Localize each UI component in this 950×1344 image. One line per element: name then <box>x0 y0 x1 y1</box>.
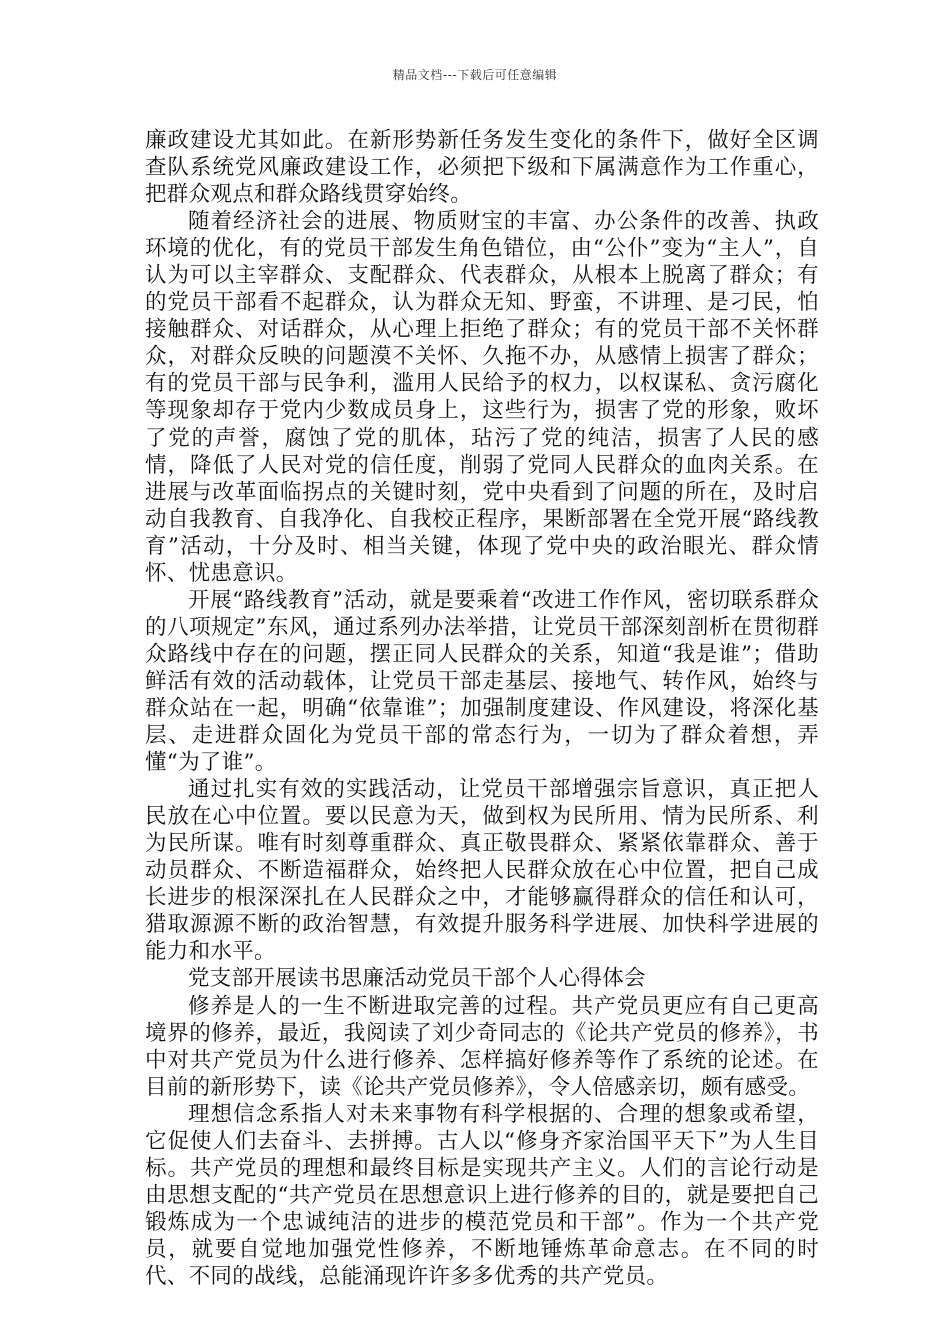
page-header: 精品文档---下载后可任意编辑 <box>392 68 558 82</box>
paragraph-continuation: 廉政建设尤其如此。在新形势新任务发生变化的条件下，做好全区调查队系统党风廉政建设工作，必须把下级和下属满意作为工作重心，把群众观点和群众路线贯穿始终。 <box>145 128 819 208</box>
paragraph: 通过扎实有效的实践活动，让党员干部增强宗旨意识，真正把人民放在心中位置。要以民意为天，做到权为民所用、情为民所系、利为民所谋。唯有时刻尊重群众、真正敬畏群众、紧紧依靠群众、善于动员群众、不断造福群众，始终把人民群众放在心中位置，把自己成长进步的根深深扎在人民群众之中，才能够赢得群众的信任和认可，猎取源源不断的政治智慧，有效提升服务科学进展、加快科学进展的能力和水平。 <box>145 777 819 965</box>
section-title: 党支部开展读书思廉活动党员干部个人心得体会 <box>188 966 646 992</box>
paragraph: 修养是人的一生不断进取完善的过程。共产党员更应有自己更高境界的修养，最近，我阅读了刘少奇同志的《论共产党员的修养》，书中对共产党员为什么进行修养、怎样搞好修养等作了系统的论述。在目前的新形势下，读《论共产党员修养》，令人倍感亲切，颇有感受。 <box>145 993 819 1100</box>
paragraph: 随着经济社会的进展、物质财宝的丰富、办公条件的改善、执政环境的优化，有的党员干部发生角色错位，由“公仆”变为“主人”，自认为可以主宰群众、支配群众、代表群众，从根本上脱离了群众；有的党员干部看不起群众，认为群众无知、野蛮，不讲理、是刁民，怕接触群众、对话群众，从心理上拒绝了群众；有的党员干部不关怀群众，对群众反映的问题漠不关怀、久拖不办，从感情上损害了群众；有的党员干部与民争利，滥用人民给予的权力，以权谋私、贪污腐化等现象却存于党内少数成员身上，这些行为，损害了党的形象，败坏了党的声誉，腐蚀了党的肌体，玷污了党的纯洁，损害了人民的感情，降低了人民对党的信任度，削弱了党同人民群众的血肉关系。在进展与改革面临拐点的关键时刻，党中央看到了问题的所在，及时启动自我教育、自我净化、自我校正程序，果断部署在全党开展“路线教育”活动，十分及时、相当关键，体现了党中央的政治眼光、群众情怀、忧患意识。 <box>145 209 819 586</box>
paragraph: 开展“路线教育”活动，就是要乘着“改进工作作风，密切联系群众的八项规定”东风，通过系列办法举措，让党员干部深刻剖析在贯彻群众路线中存在的问题，摆正同人民群众的关系，知道“我是谁”；借助鲜活有效的活动载体，让党员干部走基层、接地气、转作风，始终与群众站在一起，明确“依靠谁”；加强制度建设、作风建设，将深化基层、走进群众固化为党员干部的常态行为，一切为了群众着想，弄懂“为了谁”。 <box>145 587 819 776</box>
document-body <box>145 127 819 1290</box>
paragraph: 理想信念系指人对未来事物有科学根据的、合理的想象或希望，它促使人们去奋斗、去拼搏。古人以“修身齐家治国平天下”为人生目标。共产党员的理想和最终目标是实现共产主义。人们的言论行动是由思想支配的“共产党员在思想意识上进行修养的目的，就是要把自己锻炼成为一个忠诚纯洁的进步的模范党员和干部”。作为一个共产党员，就要自觉地加强党性修养，不断地锤炼革命意志。在不同的时代、不同的战线，总能涌现许许多多优秀的共产党员。 <box>145 1101 819 1289</box>
